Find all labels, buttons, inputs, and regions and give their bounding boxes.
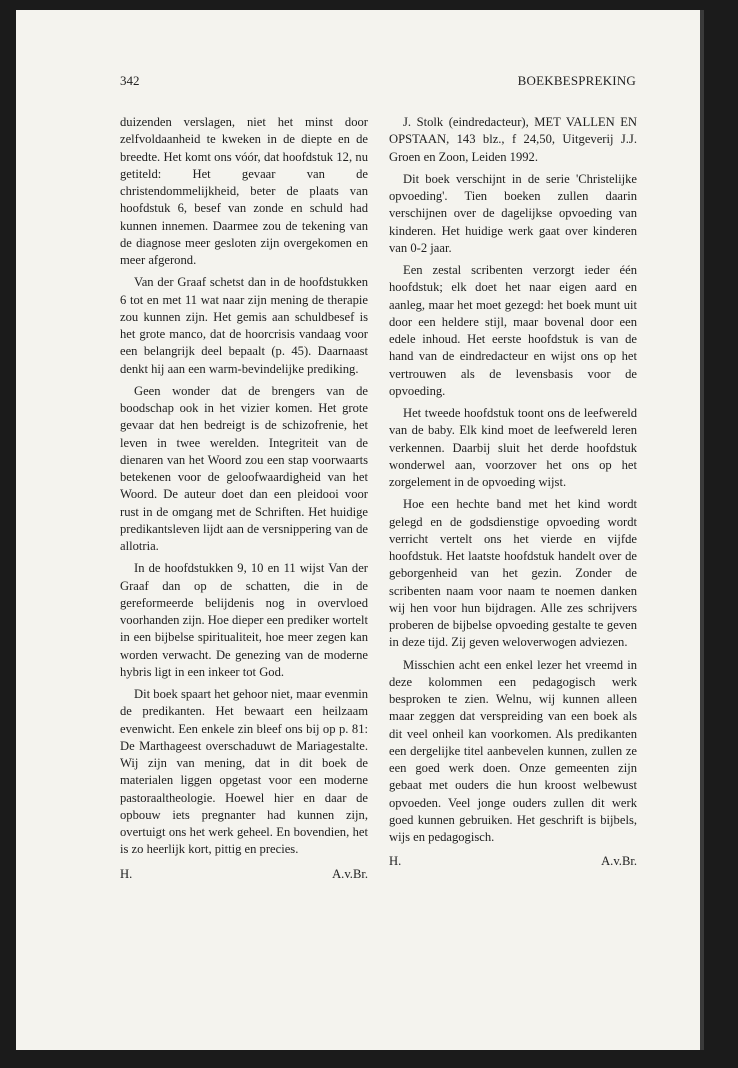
paragraph: Een zestal scribenten verzorgt ieder één hoofdstuk; elk doet het naar eigen aard en aanleg, maar het moet gezegd: het boek munt uit door een heldere stijl, maar bovenal door een edele inhoud. Het eerste hoofdstuk is van de hand van de eindredacteur en wijst ons op het vertrouwen als de levensbasis voor de opvoeding. [389, 263, 637, 398]
signature-reviewer: A.v.Br. [601, 854, 637, 869]
signature-initial: H. [389, 854, 402, 869]
review-signature [120, 866, 368, 883]
paragraph: Misschien acht een enkel lezer het vreemd in deze kolommen een pedagogisch werk besproken te zien. Welnu, wij kunnen alleen maar zeggen dat verspreiding van een boek als dit veel onheil kan voorkomen. Als predikanten een dergelijke titel aanbevelen kunnen, zullen ze een goed werk doen. Onze gemeenten zijn gebaat met ouders die hun kroost welbewust opvoeden. Veel jonge ouders zullen dit werk goed kunnen gebruiken. Het geschrift is bijbels, wijs en pedagogisch. [389, 657, 637, 844]
review-signature [389, 853, 637, 870]
right-column [389, 114, 637, 871]
page-number: 342 [120, 73, 140, 88]
paragraph: In de hoofdstukken 9, 10 en 11 wijst Van der Graaf dan op de schatten, die in de gereformeerde belijdenis nog in overvloed voorhanden zijn. Hoe dieper een prediker wortelt in een bijbelse spiritualiteit, hoe meer zegen kan worden verwacht. De genezing van de moderne hybris ligt in een inkeer tot God. [120, 561, 368, 679]
book-citation: J. Stolk (eindredacteur), MET VALLEN EN OPSTAAN, 143 blz., f 24,50, Uitgeverij J.J. Groen en Zoon, Leiden 1992. [389, 115, 637, 164]
book-page [16, 10, 704, 1050]
paragraph: Het tweede hoofdstuk toont ons de leefwereld van de baby. Elk kind moet de leefwereld leren verkennen. Daarbij sluit het derde hoofdstuk wonderwel aan, voorzover het ons op het zorgelement in de opvoeding wijst. [389, 406, 637, 489]
paragraph: Geen wonder dat de brengers van de boodschap ook in het vizier komen. Het grote gevaar dat hen bedreigt is de schizofrenie, het leven in twee werelden. Integriteit van de dienaren van het Woord zou een stap voorwaarts betekenen voor de geloofwaardigheid van het Woord. De auteur doet dan een pleidooi voor rust in de omgang met de Schriften. Het huidige predikantsleven lijdt aan de versnippering van de allotria. [120, 383, 368, 553]
paragraph: Dit boek verschijnt in de serie 'Christelijke opvoeding'. Tien boeken zullen daarin verschijnen over de dagelijkse opvoeding van kinderen. Het huidige werk gaat over kinderen van 0-2 jaar. [389, 171, 637, 255]
signature-reviewer: A.v.Br. [332, 866, 368, 881]
paragraph: Dit boek spaart het gehoor niet, maar evenmin de predikanten. Het bewaart een heilzaam evenwicht. Een enkele zin bleef ons bij op p. 81: De Marthageest overschaduwt de Mariagestalte. Wij zijn van mening, dat in dit boek de materialen liggen opgetast voor een moderne pastoraaltheologie. Hoewel hier en daar de opbouw iets pregnanter had kunnen zijn, overtuigt ons het werk geheel. En bovendien, het is zo heerlijk kort, pittig en precies. [120, 687, 368, 857]
paragraph: duizenden verslagen, niet het minst door zelfvoldaanheid te kweken in de diepte en de breedte. Het komt ons vóór, dat hoofdstuk 12, nu getiteld: Het gevaar van de christendommelijkheid, beter de plaats van hoofdstuk 6, besef van zonde en schuld had kunnen innemen. Daarmee zou de tekening van de diagnose meer gesloten zijn overgekomen en meer afgerond. [120, 115, 368, 267]
paragraph: Van der Graaf schetst dan in de hoofdstukken 6 tot en met 11 wat naar zijn mening de therapie zou kunnen zijn. Het gemis aan schuldbesef is het grote manco, dat de hoorcrisis vandaag voor een belangrijk deel bepaalt (p. 45). Daarnaast denkt hij aan een warm-bevindelijke prediking. [120, 275, 368, 376]
running-title: BOEKBESPREKING [517, 73, 636, 88]
signature-initial: H. [120, 866, 133, 881]
paragraph: Hoe een hechte band met het kind wordt gelegd en de godsdienstige opvoeding wordt verricht vertelt ons het vierde en vijfde hoofdstuk. Het laatste hoofdstuk handelt over de geborgenheid van het gezin. Zonder de scribenten naam voor naam te noemen danken wij hen voor hun bijdragen. Alle zes schrijvers proberen de bijbelse opvoeding gestalte te geven in deze tijd. Zij geven weloverwogen adviezen. [389, 497, 637, 650]
left-column [120, 114, 368, 883]
page-edge [700, 10, 704, 1050]
